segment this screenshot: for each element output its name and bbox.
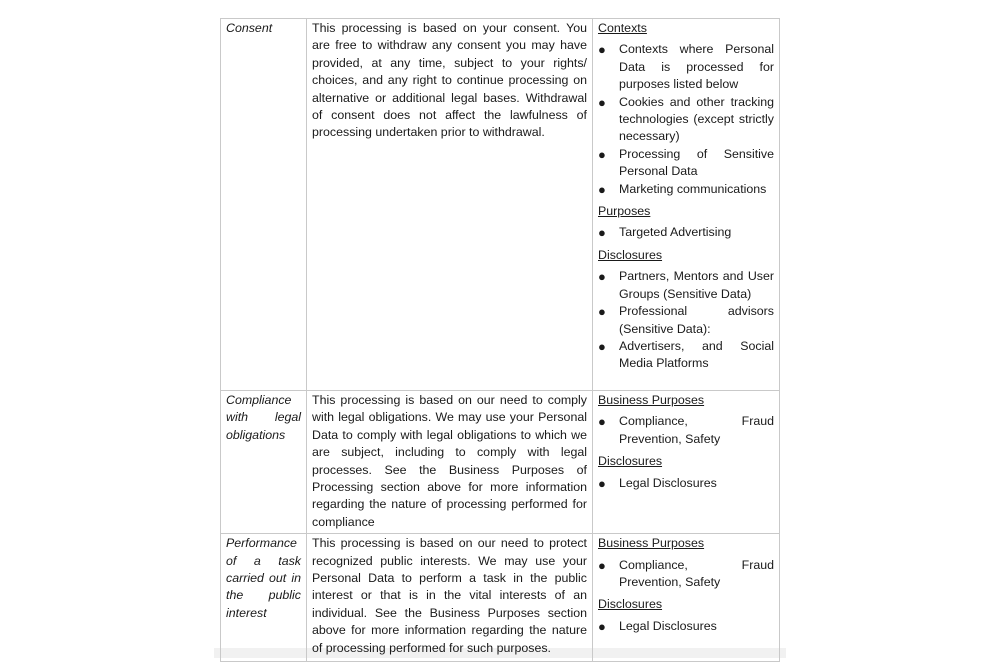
details-cell <box>593 391 780 534</box>
table-row <box>221 391 780 534</box>
section-heading-disclosures: Disclosures <box>598 454 663 469</box>
bullet-icon: ● <box>598 475 606 491</box>
description-cell: This processing is based on our need to protect recognized public interests. We may use your Personal Data to perform a task in the public interest or that is in the vital interests of an individual. See the Business Purposes section above for more information regarding the nature of processing performed for such purposes. <box>307 534 593 662</box>
bullet-icon: ● <box>598 338 606 354</box>
business-purposes-list <box>598 557 774 592</box>
list-item: ● Cookies and other tracking technologies (except strictly necessary) <box>598 94 774 144</box>
bullet-icon: ● <box>598 146 606 162</box>
details-cell <box>593 19 780 391</box>
section-heading-contexts: Contexts <box>598 21 647 35</box>
purposes-list <box>598 224 774 241</box>
bullet-icon: ● <box>598 618 606 634</box>
list-item: ● Contexts where Personal Data is processed for purposes listed below <box>598 42 774 92</box>
list-item: ● Processing of Sensitive Personal Data <box>598 146 774 179</box>
section-heading-purposes: Purposes <box>598 204 651 219</box>
table-row <box>221 19 780 391</box>
list-item: ● Targeted Advertising <box>598 225 732 241</box>
details-cell <box>593 534 780 662</box>
list-item: ● Partners, Mentors and User Groups (Sensitive Data) <box>598 269 774 301</box>
description-cell: This processing is based on our need to comply with legal obligations. We may use your Personal Data to comply with legal obligations to which we are subject, including to comply with legal processes. See the Business Purposes of Processing section above for more information regarding the nature of processing performed for compliance <box>307 391 593 534</box>
list-item: ● Legal Disclosures <box>598 618 717 634</box>
legal-basis-cell: Consent <box>221 19 307 391</box>
disclosures-list <box>598 618 774 635</box>
bullet-icon: ● <box>598 304 606 320</box>
disclosures-list <box>598 268 774 372</box>
table-row <box>221 534 780 662</box>
bullet-icon: ● <box>598 269 606 285</box>
section-heading-disclosures: Disclosures <box>598 247 663 262</box>
list-item: ● Legal Disclosures <box>598 475 717 491</box>
list-item: ● Marketing communications <box>598 181 767 197</box>
bullet-icon: ● <box>598 414 606 430</box>
description-cell: This processing is based on your consent. You are free to withdraw any consent you may have provided, at any time, subject to your rights/ choices, and any right to continue processing on alternative or additional legal bases. Withdrawal of consent does not affect the lawfulness of processing undertaken prior to withdrawal. <box>307 19 593 391</box>
section-heading-business-purposes: Business Purposes <box>598 536 705 551</box>
list-item: ● Professional advisors (Sensitive Data): <box>598 304 774 336</box>
list-item: ● Compliance, Fraud Prevention, Safety <box>598 414 774 446</box>
list-item: ● Advertisers, and Social Media Platforms <box>598 338 774 371</box>
bullet-icon: ● <box>598 557 606 573</box>
legal-basis-table <box>220 18 780 662</box>
bullet-icon: ● <box>598 94 606 110</box>
bullet-icon: ● <box>598 225 606 241</box>
legal-basis-cell: Performance of a task carried out in the public interest <box>221 534 307 662</box>
contexts-list <box>598 41 774 198</box>
bullet-icon: ● <box>598 42 606 58</box>
bullet-icon: ● <box>598 181 606 197</box>
business-purposes-list <box>598 413 774 448</box>
section-heading-disclosures: Disclosures <box>598 597 663 612</box>
disclosures-list <box>598 475 774 492</box>
section-heading-business-purposes: Business Purposes <box>598 393 705 407</box>
list-item: ● Compliance, Fraud Prevention, Safety <box>598 557 774 590</box>
legal-basis-cell: Compliance with legal obligations <box>221 391 307 534</box>
